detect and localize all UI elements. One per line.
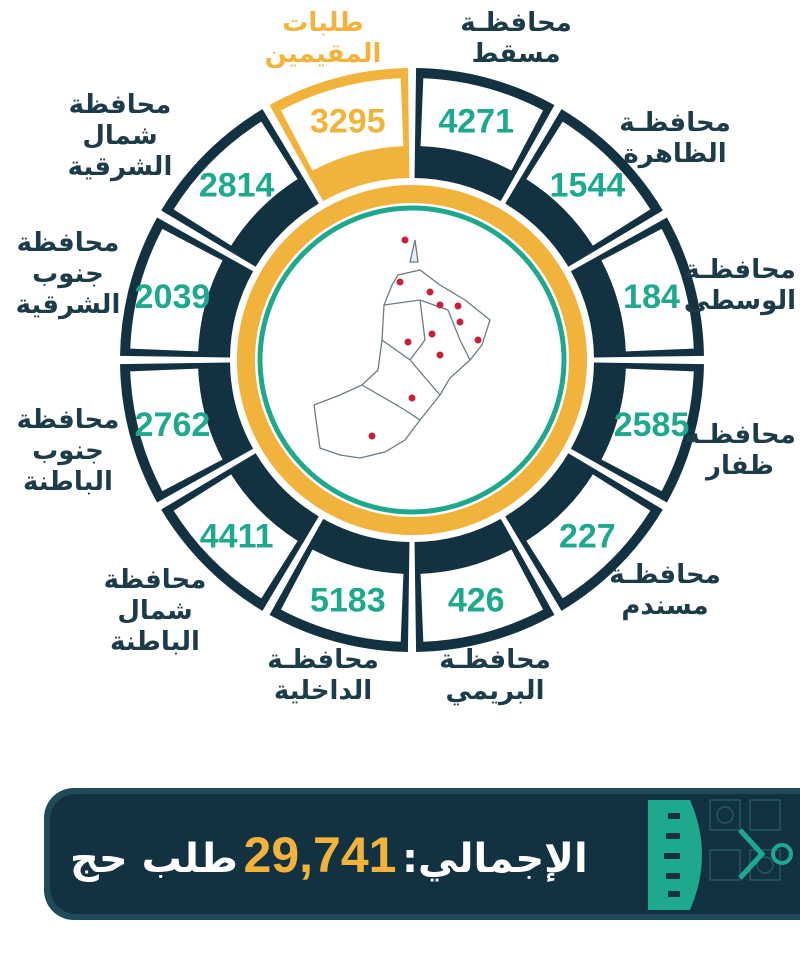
label-line: محافظـة: [267, 645, 379, 675]
label-line: محافظة: [68, 90, 172, 120]
label-dhofar: [640, 420, 800, 482]
label-south_batinah: [0, 405, 168, 498]
label-dhahirah: [575, 108, 775, 170]
total-suffix: طلب حج: [70, 836, 238, 882]
total-label: الإجمالي:: [402, 836, 588, 882]
segment-value: 3295: [309, 102, 386, 141]
label-line: جنوب: [32, 259, 104, 289]
label-line: محافظة: [16, 405, 120, 435]
label-line: الشرقية: [67, 152, 173, 182]
label-line: محافظـة: [439, 645, 551, 675]
label-line: المقيمين: [264, 39, 382, 69]
label-musandam: [565, 560, 765, 622]
label-line: محافظة: [103, 565, 207, 595]
label-line: محافظـة: [684, 255, 796, 285]
label-line: محافظـة: [460, 8, 572, 38]
segment-value: 2762: [134, 406, 211, 445]
segment-value: 426: [447, 581, 505, 620]
label-muscat: [416, 8, 616, 70]
label-line: البريمي: [445, 676, 545, 706]
label-line: شمال: [117, 596, 193, 626]
label-north_batinah: [55, 565, 255, 658]
label-line: طلبات: [282, 8, 364, 38]
total-value: 29,741: [243, 827, 397, 883]
label-buraimi: [395, 645, 595, 707]
segment-value: 4411: [199, 517, 274, 556]
label-residents: [223, 8, 423, 70]
label-line: الشرقية: [15, 290, 121, 320]
segment-value: 2814: [198, 166, 275, 205]
label-line: محافظـة: [684, 420, 796, 450]
label-line: جنوب: [32, 436, 104, 466]
segment-value: 1544: [549, 166, 626, 205]
label-line: شمال: [82, 121, 158, 151]
segment-value: 2585: [613, 406, 690, 445]
label-line: الباطنة: [23, 467, 113, 497]
label-wusta: [640, 255, 800, 317]
segment-value: 2039: [134, 277, 211, 316]
label-line: مسقط: [471, 39, 561, 69]
label-line: الداخلية: [273, 676, 373, 706]
label-line: الظاهرة: [623, 139, 727, 169]
label-north_sharqiyah: [20, 90, 220, 183]
label-line: مسندم: [621, 591, 709, 621]
label-line: الوسطى: [683, 286, 797, 316]
segment-value: 184: [623, 277, 680, 316]
label-line: الباطنة: [110, 627, 200, 657]
segment-value: 5183: [309, 581, 386, 620]
label-line: محافظـة: [619, 108, 731, 138]
center-circle: [260, 208, 564, 512]
segment-value: 4271: [438, 102, 515, 141]
total-text: [70, 820, 588, 890]
segment-value: 227: [558, 517, 616, 556]
label-line: محافظة: [16, 228, 120, 258]
label-south_sharqiyah: [0, 228, 168, 321]
tag-cap: [640, 796, 716, 914]
label-line: ظفار: [706, 451, 774, 481]
label-line: محافظـة: [609, 560, 721, 590]
